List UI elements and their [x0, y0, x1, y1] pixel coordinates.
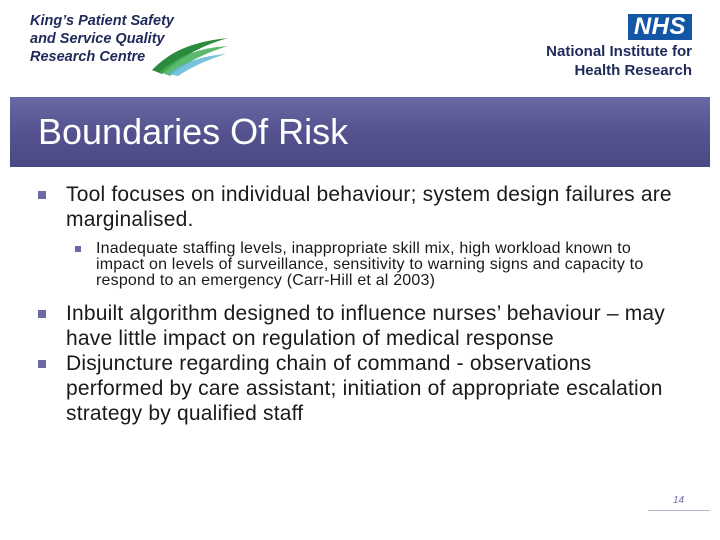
bullet-text: Disjuncture regarding chain of command - observations performed by care assistant; initiation of appropriate escalation strategy by qualified staff [66, 352, 663, 425]
bullet-text: Inbuilt algorithm designed to influence nurses’ behaviour – may have little impact on regulation of medical response [66, 302, 666, 350]
sub-bullet-item [38, 241, 678, 289]
bullet-item [38, 182, 678, 232]
nihr-line-2: Health Research [574, 62, 692, 79]
square-bullet-icon [38, 191, 46, 199]
swoosh-icon [150, 32, 230, 77]
slide-title: Boundaries Of Risk [38, 111, 349, 152]
nihr-line-1: National Institute for [546, 43, 692, 60]
kings-logo-line-3: Research Centre [30, 49, 146, 65]
bullet-item [38, 301, 678, 351]
page-number: 14 [673, 495, 685, 506]
nihr-text [492, 42, 692, 80]
sub-bullet-text: Inadequate staffing levels, inappropriate skill mix, high workload known to impact on levels of surveillance, sensitivity to warning signs and capacity to respond to an emergency (Carr-Hill et al 2003) [96, 240, 644, 289]
kings-logo-line-2: and Service Quality [30, 31, 165, 47]
slide-content [38, 182, 678, 435]
bullet-text: Tool focuses on individual behaviour; system design failures are marginalised. [66, 183, 672, 231]
title-bar [10, 97, 710, 167]
square-bullet-icon [38, 310, 46, 318]
footer-divider [648, 510, 710, 511]
square-bullet-icon [75, 246, 81, 252]
nhs-badge: NHS [628, 14, 692, 40]
kings-logo-line-1: King’s Patient Safety [30, 13, 174, 29]
kings-logo [30, 12, 230, 82]
nihr-logo [492, 14, 692, 84]
square-bullet-icon [38, 360, 46, 368]
bullet-item [38, 351, 678, 426]
